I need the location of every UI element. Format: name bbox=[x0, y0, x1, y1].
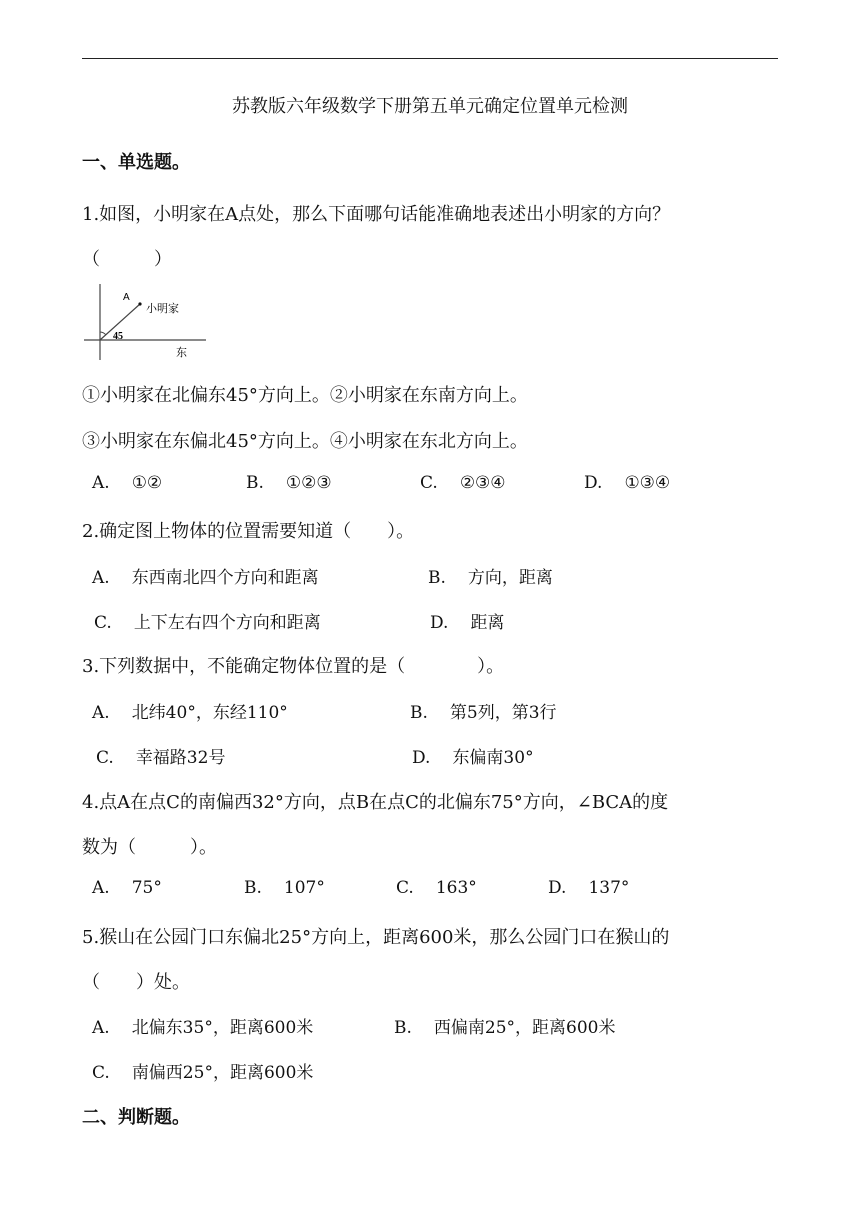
q4-option-b[interactable]: B. 107° bbox=[244, 878, 325, 898]
section-heading-single-choice: 一、单选题。 bbox=[82, 152, 190, 173]
q4-option-d[interactable]: D. 137° bbox=[548, 878, 630, 898]
q1-option-a[interactable]: A. ①② bbox=[92, 473, 163, 493]
q1-option-c[interactable]: C. ②③④ bbox=[420, 473, 506, 493]
q3-stem: 3.下列数据中，不能确定物体位置的是（ ）。 bbox=[82, 656, 505, 677]
q1-statement-1: ①小明家在北偏东45°方向上。②小明家在东南方向上。 bbox=[82, 385, 528, 406]
q5-option-a[interactable]: A. 北偏东35°，距离600米 bbox=[92, 1018, 314, 1038]
q3-option-b[interactable]: B. 第5列，第3行 bbox=[410, 703, 557, 723]
page-title: 苏教版六年级数学下册第五单元确定位置单元检测 bbox=[232, 96, 628, 117]
q4-option-a[interactable]: A. 75° bbox=[92, 878, 162, 898]
q5-option-c[interactable]: C. 南偏西25°，距离600米 bbox=[92, 1063, 314, 1083]
q3-option-c[interactable]: C. 幸福路32号 bbox=[96, 748, 226, 768]
q4-stem-line-2: 数为（ ）。 bbox=[82, 837, 217, 858]
angle-label: 45 bbox=[113, 331, 123, 342]
q1-stem: 1.如图，小明家在A点处，那么下面哪句话能准确地表述出小明家的方向？ bbox=[82, 204, 671, 225]
q2-stem: 2.确定图上物体的位置需要知道（ ）。 bbox=[82, 521, 415, 542]
q2-option-a[interactable]: A. 东西南北四个方向和距离 bbox=[92, 568, 319, 588]
q3-option-a[interactable]: A. 北纬40°，东经110° bbox=[92, 703, 288, 723]
q5-option-b[interactable]: B. 西偏南25°，距离600米 bbox=[394, 1018, 616, 1038]
q3-option-d[interactable]: D. 东偏南30° bbox=[412, 748, 534, 768]
east-label: 东 bbox=[176, 346, 187, 359]
angle-arc bbox=[100, 332, 106, 335]
q1-statement-2: ③小明家在东偏北45°方向上。④小明家在东北方向上。 bbox=[82, 431, 528, 452]
q1-option-b[interactable]: B. ①②③ bbox=[246, 473, 332, 493]
q4-option-c[interactable]: C. 163° bbox=[396, 878, 477, 898]
header-rule bbox=[82, 58, 778, 59]
q2-option-b[interactable]: B. 方向，距离 bbox=[428, 568, 553, 588]
q1-answer-paren: （ ） bbox=[82, 249, 172, 270]
q5-stem-line-2: （ ）处。 bbox=[82, 972, 190, 993]
point-a-dot bbox=[138, 302, 141, 305]
home-label: 小明家 bbox=[146, 302, 179, 315]
point-a-label: A bbox=[123, 292, 130, 303]
section-heading-true-false: 二、判断题。 bbox=[82, 1107, 190, 1128]
q5-stem-line-1: 5.猴山在公园门口东偏北25°方向上，距离600米，那么公园门口在猴山的 bbox=[82, 927, 670, 948]
q1-direction-figure bbox=[82, 282, 212, 364]
q1-option-d[interactable]: D. ①③④ bbox=[584, 473, 671, 493]
q4-stem-line-1: 4.点A在点C的南偏西32°方向，点B在点C的北偏东75°方向，∠BCA的度 bbox=[82, 792, 669, 813]
q2-option-d[interactable]: D. 距离 bbox=[430, 613, 505, 633]
q2-option-c[interactable]: C. 上下左右四个方向和距离 bbox=[94, 613, 321, 633]
